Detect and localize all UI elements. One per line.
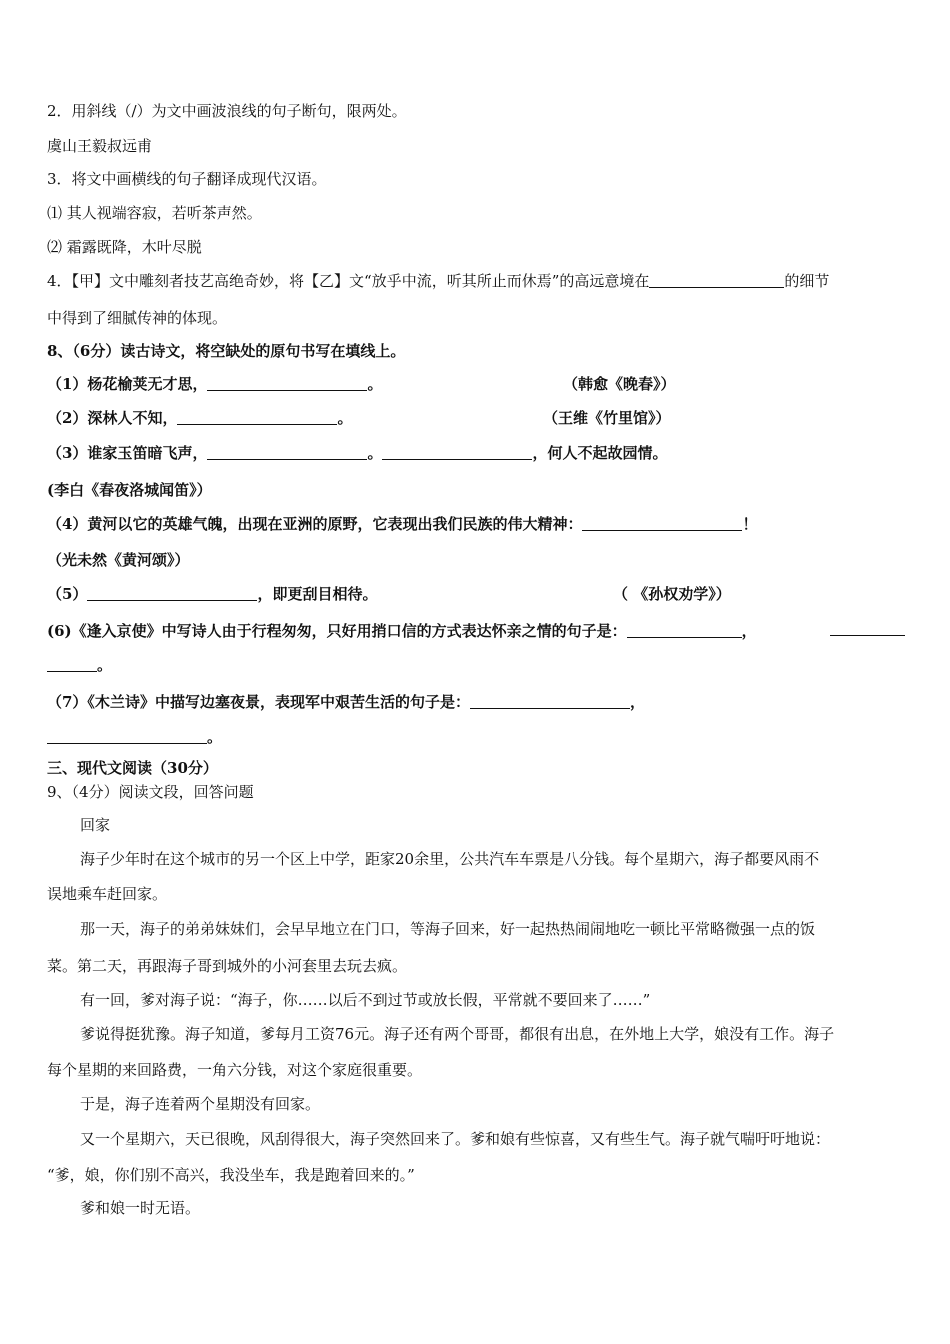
q8-l1-source: （韩愈《晚春》）	[563, 375, 676, 393]
story-p7: 爹和娘一时无语。	[80, 1199, 201, 1217]
q4-text-2: 的细节	[784, 272, 830, 290]
q8-l5-blank[interactable]	[87, 586, 257, 601]
story-p5: 于是，海子连着两个星期没有回家。	[80, 1095, 321, 1113]
q2-prompt: 2．用斜线（/）为文中画波浪线的句子断句，限两处。	[47, 102, 407, 120]
story-p1-line1: 海子少年时在这个城市的另一个区上中学，距家20余里，公共汽车车票是八分钱。每个星期六，海子都要风雨不	[80, 850, 820, 868]
q4-line2: 中得到了细腻传神的体现。	[47, 309, 228, 327]
q8-l7-text: （7）《木兰诗》中描写边塞夜景，表现军中艰苦生活的句子是：	[47, 693, 470, 711]
q8-line2	[47, 408, 352, 428]
q8-l6-blank-2-cont[interactable]	[47, 657, 97, 672]
q4-line1	[47, 271, 829, 291]
q8-l3-blank-2[interactable]	[382, 445, 532, 460]
story-p2-line2: 菜。第二天，再跟海子哥到城外的小河套里去玩去疯。	[47, 957, 408, 975]
q3-item-1: ⑴ 其人视端容寂，若听茶声然。	[47, 204, 262, 222]
q8-l4-blank[interactable]	[582, 516, 742, 531]
story-p4-line1: 爹说得挺犹豫。海子知道，爹每月工资76元。海子还有两个哥哥，都很有出息，在外地上大学，娘没有工作。海子	[80, 1025, 835, 1043]
q8-l4-end: ！	[742, 515, 758, 533]
q8-l2-end: 。	[337, 409, 353, 427]
q8-line1	[47, 374, 382, 394]
q8-l4-text: （4）黄河以它的英雄气魄，出现在亚洲的原野，它表现出我们民族的伟大精神：	[47, 515, 583, 533]
q8-l6-comma: ，	[741, 622, 757, 640]
q3-item-2: ⑵ 霜露既降，木叶尽脱	[47, 238, 202, 256]
q8-l4-source: （光未然《黄河颂》）	[47, 551, 190, 569]
q8-l3-end: ，何人不起故园情。	[532, 444, 668, 462]
q8-l6-blank-1[interactable]	[627, 623, 742, 638]
q8-l3-source: (李白《春夜洛城闻笛》）	[47, 481, 212, 499]
story-title: 回家	[80, 816, 111, 834]
story-p1-line2: 误地乘车赶回家。	[47, 885, 168, 903]
q8-l5-start: （5）	[47, 585, 88, 603]
q8-l6-end: 。	[97, 656, 113, 674]
q8-title: 8、（6分）读古诗文，将空缺处的原句书写在填线上。	[47, 342, 406, 360]
q8-line7	[47, 692, 645, 712]
q2-sentence: 虞山王毅叔远甫	[47, 137, 153, 155]
q8-l2-text: （2）深林人不知，	[47, 409, 178, 427]
story-p4-line2: 每个星期的来回路费，一角六分钱，对这个家庭很重要。	[47, 1061, 423, 1079]
q8-line6	[47, 621, 757, 641]
q8-l1-blank[interactable]	[207, 376, 367, 391]
q8-l1-text: （1）杨花榆荚无才思，	[47, 375, 208, 393]
story-p6-line1: 又一个星期六，天已很晚，风刮得很大，海子突然回来了。爹和娘有些惊喜，又有些生气。海子就气喘吁吁地说：	[80, 1130, 831, 1148]
q4-blank[interactable]	[649, 273, 784, 288]
story-p3: 有一回，爹对海子说：“海子，你……以后不到过节或放长假，平常就不要回来了……”	[80, 991, 651, 1009]
q8-l6-blank-2[interactable]	[830, 634, 905, 636]
q8-line3	[47, 443, 667, 463]
q8-l2-blank[interactable]	[177, 410, 337, 425]
q8-l5-end: ，即更刮目相待。	[257, 585, 378, 603]
q8-line6-cont	[47, 655, 112, 675]
q8-l3-blank-1[interactable]	[207, 445, 367, 460]
story-p6-line2: “爹，娘，你们别不高兴，我没坐车，我是跑着回来的。”	[47, 1166, 415, 1184]
q8-l7-end: 。	[207, 728, 223, 746]
q8-l1-end: 。	[367, 375, 383, 393]
q8-l3-text: （3）谁家玉笛暗飞声，	[47, 444, 208, 462]
q8-l7-blank-2[interactable]	[47, 729, 207, 744]
q3-prompt: 3．将文中画横线的句子翻译成现代汉语。	[47, 170, 327, 188]
q9-title: 9、（4分）阅读文段，回答问题	[47, 783, 254, 801]
q8-l2-source: （王维《竹里馆》）	[543, 409, 671, 427]
q8-l6-text: (6)《逢入京使》中写诗人由于行程匆匆，只好用捎口信的方式表达怀亲之情的句子是：	[47, 622, 627, 640]
q8-l7-comma: ，	[629, 693, 645, 711]
q8-line7-cont	[47, 727, 222, 747]
q8-line4	[47, 514, 757, 534]
section-3-heading: 三、现代文阅读（30分）	[47, 759, 218, 777]
q8-l7-blank-1[interactable]	[470, 694, 630, 709]
q8-line5	[47, 584, 377, 604]
story-p2-line1: 那一天，海子的弟弟妹妹们，会早早地立在门口，等海子回来，好一起热热闹闹地吃一顿比平常略微强一点的饭	[80, 920, 816, 938]
q4-text-1: 4．【甲】文中雕刻者技艺高绝奇妙，将【乙】文“放乎中流，听其所止而休焉”的高远意境在	[47, 272, 650, 290]
q8-l5-source: （ 《孙权劝学》）	[613, 585, 731, 603]
q8-l3-mid: 。	[367, 444, 383, 462]
